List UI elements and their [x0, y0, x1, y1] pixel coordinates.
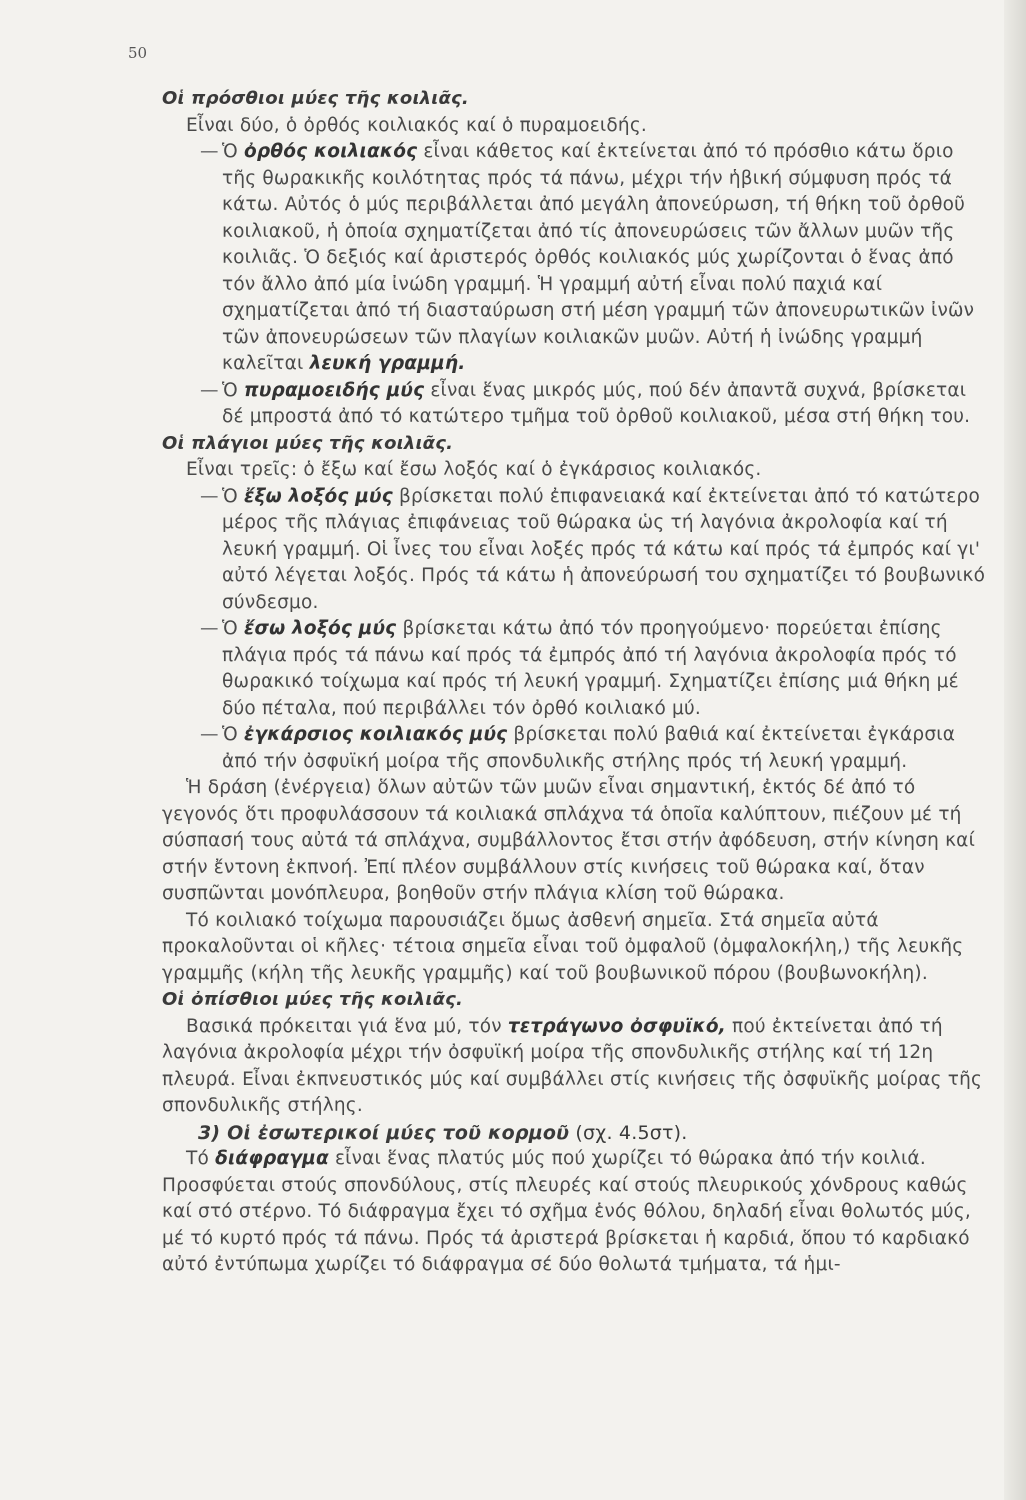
paragraph-pyramidalis: [162, 378, 992, 431]
posterior-text-pre: Βασικά πρόκειται γιά ἕνα μύ, τόν: [186, 1015, 508, 1037]
page-number: 50: [128, 44, 148, 62]
term-pyramidalis: πυραμοειδής μύς: [243, 379, 425, 401]
term-quadratus-lumborum: τετράγωνο ὀσφυϊκό,: [507, 1015, 726, 1037]
paragraph-quadratus-lumborum: [162, 1014, 992, 1120]
paragraph-muscle-action: Ἡ δράση (ἐνέργεια) ὅλων αὐτῶν τῶν μυῶν εἶναι σημαντική, ἐκτός δέ ἀπό τό γεγονός ὅτι προφυλάσσουν τά κοιλιακά σπλάχνα τά ὁποῖα καλύπτουν, πιέζουν μέ τή σύσπασή τους αὐτά τά σπλάχνα, συμβάλλοντος ἔτσι στήν ἀφόδευση, στήν κίνηση καί στήν ἔντονη ἐκπνοή. Ἐπί πλέον συμβάλλουν στίς κινήσεις τοῦ θώρακα καί, ὅταν συσπῶνται μονόπλευρα, βοηθοῦν στήν πλάγια κλίση τοῦ θώρακα.: [162, 777, 976, 904]
internal-text: βρίσκεται κάτω ἀπό τόν προηγούμενο· πορεύεται ἐπίσης πλάγια πρός τά πάνω καί πρός τά ἐμπρός ἀπό τή λαγόνια ἀκρολοφία πρός τό θωρακικό τοίχωμα καί πρός τή λευκή γραμμή. Σχηματίζει ἐπίσης μιά θήκη μέ δύο πέταλα, πού περιβάλλει τόν ὀρθό κοιλιακό μύ.: [222, 618, 959, 719]
page-content: [162, 86, 992, 1279]
heading-posterior-muscles: Οἱ ὀπίσθιοι μύες τῆς κοιλιᾶς.: [162, 989, 464, 1010]
term-transversus-abdominis: ἐγκάρσιος κοιλιακός μύς: [243, 724, 508, 745]
internal-heading-text: 3) Οἱ ἐσωτερικοί μύες τοῦ κορμοῦ: [198, 1121, 570, 1144]
paragraph-external-oblique: [162, 484, 992, 617]
lateral-intro: Εἶναι τρεῖς: ὁ ἔξω καί ἔσω λοξός καί ὁ ἐγκάρσιος κοιλιακός.: [186, 459, 762, 480]
pyramidalis-prefix: Ὁ: [222, 379, 244, 401]
term-rectus-abdominis: ὀρθός κοιλιακός: [243, 141, 418, 162]
internal-prefix: Ὁ: [222, 618, 244, 639]
paragraph-rectus-abdominis: [162, 139, 992, 378]
anterior-intro: Εἶναι δύο, ὁ ὀρθός κοιλιακός καί ὁ πυραμοειδής.: [186, 114, 647, 136]
term-linea-alba: λευκή γραμμή.: [309, 353, 466, 374]
transverse-text: βρίσκεται πολύ βαθιά καί ἐκτείνεται ἐγκάρσια ἀπό τήν ὀσφυϊκή μοίρα τῆς σπονδυλικῆς στήλης πρός τή λευκή γραμμή.: [222, 724, 956, 772]
posterior-text-post: πού ἐκτείνεται ἀπό τή λαγόνια ἀκρολοφία μέχρι τήν ὀσφυϊκή μοίρα τῆς σπονδυλικῆς στήλης καί τή 12η πλευρά. Εἶναι ἐκπνευστικός μύς καί συμβάλλει στίς κινήσεις τῆς ὀσφυϊκῆς μοίρας τῆς σπονδυλικῆς στήλης.: [162, 1015, 983, 1116]
paragraph-internal-oblique: [162, 616, 992, 722]
diaphragm-text-post: εἶναι ἕνας πλατύς μύς πού χωρίζει τό θώρακα ἀπό τήν κοιλιά. Προσφύεται στούς σπονδύλους, στίς πλευρές καί στούς πλευρικούς χόνδρους καθώς καί στό στέρνο. Τό διάφραγμα ἔχει τό σχῆμα ἑνός θόλου, δηλαδή εἶναι θολωτός μύς, μέ τό κυρτό πρός τά πάνω. Πρός τά ἀριστερά βρίσκεται ἡ καρδιά, ὅπου τό καρδιακό αὐτό ἐντύπωμα χωρίζει τό διάφραγμα σέ δύο θολωτά τμήματα, τά ἡμι-: [162, 1148, 971, 1275]
term-external-oblique: ἔξω λοξός μύς: [243, 485, 393, 507]
figure-reference: (σχ. 4.5στ).: [569, 1121, 688, 1144]
external-prefix: Ὁ: [222, 485, 244, 507]
diaphragm-text-pre: Τό: [186, 1148, 216, 1169]
heading-internal-trunk-muscles: [162, 1120, 992, 1147]
page-edge-shadow: [1004, 0, 1026, 1500]
pyramidalis-text: εἶναι ἕνας μικρός μύς, πού δέν ἀπαντᾶ συχνά, βρίσκεται δέ μπροστά ἀπό τό κατώτερο τμῆμα τοῦ ὀρθοῦ κοιλιακοῦ, μέσα στή θήκη του.: [222, 379, 971, 427]
heading-lateral-muscles: Οἱ πλάγιοι μύες τῆς κοιλιᾶς.: [162, 432, 454, 454]
paragraph-transversus: [162, 722, 992, 775]
rectus-prefix: Ὁ: [222, 141, 244, 162]
rectus-text: εἶναι κάθετος καί ἐκτείνεται ἀπό τό πρόσθιο κάτω ὅριο τῆς θωρακικῆς κοιλότητας πρός τά πάνω, μέχρι τήν ἡβική σύμφυση πρός τά κάτω. Αὐτός ὁ μύς περιβάλλεται ἀπό μεγάλη ἀπονεύρωση, τή θήκη τοῦ ὀρθοῦ κοιλιακοῦ, ἡ ὁποία σχηματίζεται ἀπό τίς ἀπονευρώσεις τῶν ἄλλων μυῶν τῆς κοιλιᾶς. Ὁ δεξιός καί ἀριστερός ὀρθός κοιλιακός μύς χωρίζονται ὁ ἕνας ἀπό τόν ἄλλο ἀπό μία ἰνώδη γραμμή. Ἡ γραμμή αὐτή εἶναι πολύ παχιά καί σχηματίζεται ἀπό τή διασταύρωση στή μέση γραμμή τῶν ἀπονευρωτικῶν ἰνῶν τῶν ἀπονευρώσεων τῶν πλαγίων κοιλιακῶν μυῶν. Αὐτή ἡ ἰνώδης γραμμή καλεῖται: [222, 141, 975, 374]
heading-anterior-muscles: Οἱ πρόσθιοι μύες τῆς κοιλιᾶς.: [162, 88, 469, 109]
term-diaphragm: διάφραγμα: [215, 1148, 329, 1169]
paragraph-weak-points: Τό κοιλιακό τοίχωμα παρουσιάζει ὅμως ἀσθενή σημεῖα. Στά σημεῖα αὐτά προκαλοῦνται οἱ κῆλες· τέτοια σημεῖα εἶναι τοῦ ὀμφαλοῦ (ὀμφαλοκήλη,) τῆς λευκῆς γραμμῆς (κήλη τῆς λευκῆς γραμμῆς) καί τοῦ βουβωνικοῦ πόρου (βουβωνοκήλη).: [162, 909, 964, 984]
term-internal-oblique: ἔσω λοξός μύς: [243, 618, 397, 639]
paragraph-diaphragm: [162, 1146, 992, 1279]
external-text: βρίσκεται πολύ ἐπιφανειακά καί ἐκτείνεται ἀπό τό κατώτερο μέρος τῆς πλάγιας ἐπιφάνειας τοῦ θώρακα ὡς τή λαγόνια ἀκρολοφία καί τή λευκή γραμμή. Οἱ ἶνες του εἶναι λοξές πρός τά κάτω καί πρός τά ἐμπρός καί γι' αὐτό λέγεται λοξός. Πρός τά κάτω ἡ ἀπονεύρωσή του σχηματίζει τό βουβωνικό σύνδεσμο.: [222, 485, 986, 613]
transverse-prefix: Ὁ: [222, 724, 244, 745]
